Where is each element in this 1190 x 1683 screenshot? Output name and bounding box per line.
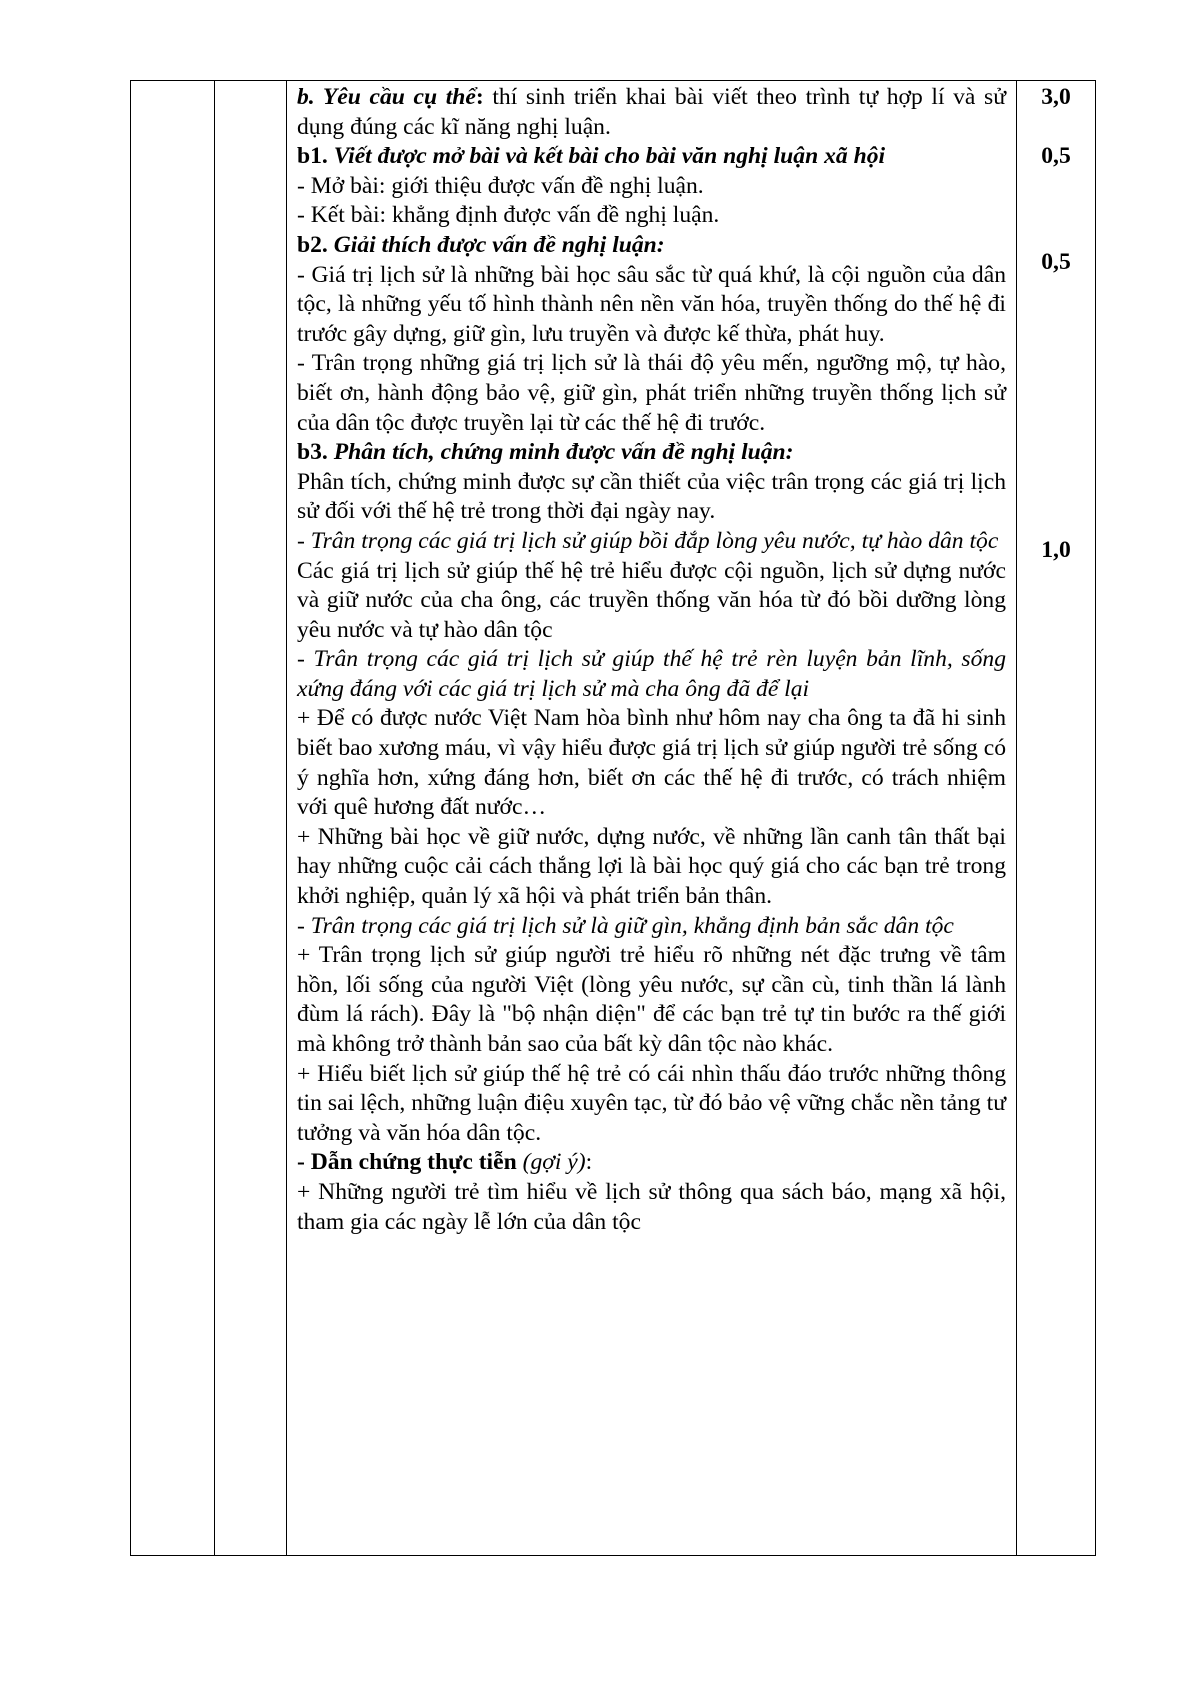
b3-point-3-item: + Trân trọng lịch sử giúp người trẻ hiểu rõ những nét đặc trưng về tâm hồn, lối sống của người Việt (lòng yêu nước, sự cần cù, tinh thần lá lành đùm lá rách). Đây là "bộ nhận diện" để các bạn trẻ tự tin bước ra thế giới mà không trở thành bản sao của bất kỳ dân tộc nào khác. (297, 942, 1006, 1057)
b3-point-1-title: - Trân trọng các giá trị lịch sử giúp bồi đắp lòng yêu nước, tự hào dân tộc (297, 527, 999, 554)
content-column (287, 81, 1017, 1555)
score-b3: 1,0 (1041, 537, 1071, 563)
b3-point-2-item: + Những bài học về giữ nước, dựng nước, về những lần canh tân thất bại hay những cuộc cải cách thắng lợi là bài học quý giá cho các bạn trẻ trong khởi nghiệp, quản lý xã hội và phát triển bản thân. (297, 823, 1006, 910)
b3-title: Phân tích, chứng minh được vấn đề nghị luận: (333, 439, 794, 466)
b3-point-1-text: Các giá trị lịch sử giúp thế hệ trẻ hiểu được cội nguồn, lịch sử dựng nước và giữ nước của cha ông, các truyền thống văn hóa từ đó bồi dưỡng lòng yêu nước và tự hào dân tộc (297, 557, 1006, 643)
rubric-content (297, 83, 1006, 1237)
b3-evidence-heading: - Dẫn chứng thực tiễn (gợi ý): (297, 1149, 593, 1176)
score-column (1017, 81, 1095, 1555)
requirement-b-text: thí sinh triển khai bài viết theo trình tự hợp lí và sử dụng đúng các kĩ năng nghị luận. (297, 84, 1006, 140)
requirement-b: b. Yêu cầu cụ thể: thí sinh triển khai bài viết theo trình tự hợp lí và sử dụng đúng các kĩ năng nghị luận. (297, 84, 1006, 140)
question-column (131, 81, 215, 1555)
b3-intro: Phân tích, chứng minh được sự cần thiết của việc trân trọng các giá trị lịch sử đối với thế hệ trẻ trong thời đại ngày nay. (297, 468, 1006, 525)
evidence-hint: (gợi ý) (516, 1149, 586, 1176)
b1-title: Viết được mở bài và kết bài cho bài văn nghị luận xã hội (333, 143, 886, 170)
b3-point-3-title: - Trân trọng các giá trị lịch sử là giữ gìn, khẳng định bản sắc dân tộc (297, 912, 954, 939)
requirement-b-label: b. Yêu cầu cụ thể (297, 84, 476, 110)
b2-paragraph: - Trân trọng những giá trị lịch sử là thái độ yêu mến, ngưỡng mộ, tự hào, biết ơn, hành động bảo vệ, giữ gìn, phát triển những truyền thống lịch sử của dân tộc được truyền lại từ các thế hệ đi trước. (297, 350, 1006, 436)
b3-point-2-title: - Trân trọng các giá trị lịch sử giúp thế hệ trẻ rèn luyện bản lĩnh, sống xứng đáng với các giá trị lịch sử mà cha ông đã để lại (297, 646, 1006, 702)
b3-point-3-item: + Hiểu biết lịch sử giúp thế hệ trẻ có cái nhìn thấu đáo trước những thông tin sai lệch, những luận điệu xuyên tạc, từ đó bảo vệ vững chắc nền tảng tư tưởng và văn hóa dân tộc. (297, 1060, 1006, 1146)
grading-rubric-table (130, 80, 1096, 1556)
score-b: 3,0 (1041, 84, 1071, 110)
b3-point-2-item: + Để có được nước Việt Nam hòa bình như hôm nay cha ông ta đã hi sinh biết bao xương máu, vì vậy hiểu được giá trị lịch sử giúp người trẻ sống có ý nghĩa hơn, xứng đáng hơn, biết ơn các thế hệ đi trước, có trách nhiệm với quê hương đất nước… (297, 705, 1006, 821)
score-b1: 0,5 (1041, 143, 1071, 169)
score-b2: 0,5 (1041, 249, 1071, 275)
b2-title: Giải thích được vấn đề nghị luận: (333, 231, 665, 258)
b2-heading: b2. Giải thích được vấn đề nghị luận: (297, 231, 665, 258)
section-column (215, 81, 287, 1555)
b2-paragraph: - Giá trị lịch sử là những bài học sâu sắc từ quá khứ, là cội nguồn của dân tộc, là những yếu tố hình thành nên nền văn hóa, truyền thống do thế hệ đi trước gây dựng, giữ gìn, lưu truyền và được kế thừa, phát huy. (297, 261, 1006, 347)
b1-heading: b1. Viết được mở bài và kết bài cho bài văn nghị luận xã hội (297, 143, 886, 170)
evidence-label: - Dẫn chứng thực tiễn (297, 1149, 517, 1176)
b1-line: - Mở bài: giới thiệu được vấn đề nghị luận. (297, 172, 704, 199)
b3-evidence-item: + Những người trẻ tìm hiểu về lịch sử thông qua sách báo, mạng xã hội, tham gia các ngày lễ lớn của dân tộc (297, 1178, 1006, 1235)
b3-heading: b3. Phân tích, chứng minh được vấn đề nghị luận: (297, 439, 794, 466)
b1-line: - Kết bài: khẳng định được vấn đề nghị luận. (297, 202, 720, 229)
